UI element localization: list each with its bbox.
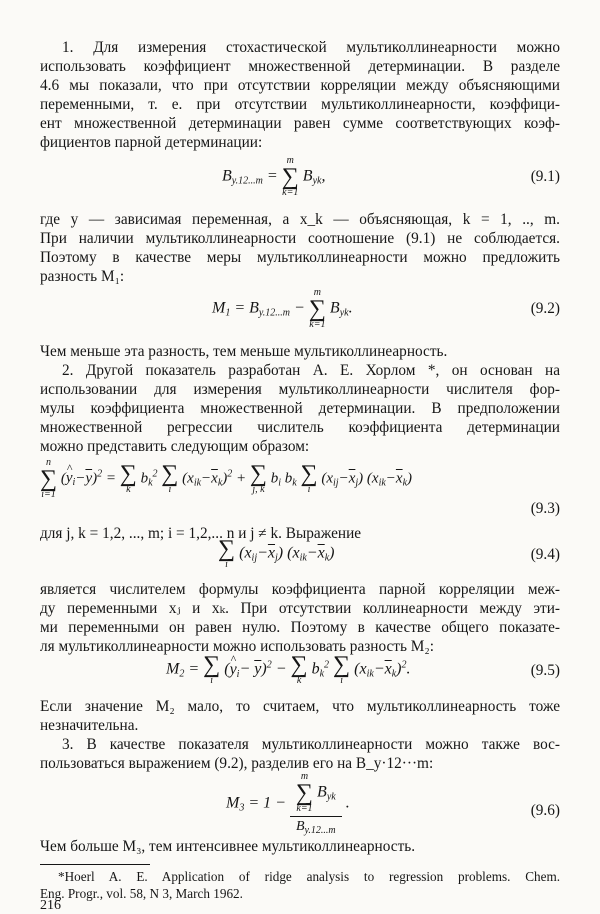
equation-9-1: $B_{y.12...m}$ = m ∑ k=1 $B_{yk}$, — [222, 155, 326, 198]
equation-number: (9.4) — [530, 546, 560, 563]
equation-number: (9.6) — [530, 802, 560, 819]
text-line: ми переменными он равен нулю. Поэтому в качестве общего показате- — [40, 619, 560, 636]
text-line: 3. В качестве показателя мультиколлинеарности можно также вос- — [62, 736, 560, 753]
equation-9-4: ∑ i $(x_{ij}-\overline{x}_j)$ $(x_{ik}-\overline{x}_k)$ — [218, 536, 335, 570]
footnote-rule — [40, 864, 150, 865]
text-line: 1. Для измерения стохастической мультиколлинеарности можно — [62, 39, 560, 56]
text-line: разность M₁: — [40, 268, 125, 285]
text-line: использовании для измерения мультиколлинеарности числителя фор- — [40, 381, 560, 398]
text-line: переменными, т. е. при отсутствии мультиколлинеарности, коэффици- — [40, 96, 560, 113]
text-line: незначительна. — [40, 717, 139, 734]
text-line: 2. Другой показатель разработан А. Е. Хорлом *, он основан на — [62, 362, 560, 379]
equation-9-2: $M_1 = B_{y.12...m}$ − m ∑ k=1 $B_{yk}$. — [212, 287, 353, 330]
text-line: 4.6 мы показали, что при отсутствии корреляции между объясняющими — [40, 77, 560, 94]
text-line: Чем больше M₃, тем интенсивнее мультиколлинеарность. — [40, 838, 416, 855]
text-line: ент множественной детерминации равен сумме соответствующих коэф- — [40, 115, 560, 132]
equation-number: (9.1) — [530, 168, 560, 185]
text-line: Если значение M₂ мало, то считаем, что мультиколлинеарность тоже — [40, 698, 560, 715]
footnote-line: Eng. Progr., vol. 58, N 3, March 1962. — [40, 886, 243, 901]
text-line: где y — зависимая переменная, а x_k — объясняющая, k = 1, .., m. — [40, 211, 560, 228]
text-line: фициентов парной детерминации: — [40, 134, 263, 151]
text-line: Поэтому в качестве меры мультиколлинеарности можно предложить — [40, 249, 560, 266]
text-line: ля мультиколлинеарности можно использовать разность M₂: — [40, 638, 434, 655]
equation-9-3: n ∑ i=1 (^ $y_i-\overline{y})^2$ = ∑ k $b_k^2$ ∑ i $(x_{ik}-\overline{x}_k)^2$ + ∑ j, k $b_i$ $b_k$ ∑ i $(x_{ij}-\overline{x}_j)$ $(x_{ik}-\overline{x}_k)$ — [40, 458, 412, 500]
equation-number: (9.3) — [530, 500, 560, 517]
equation-number: (9.2) — [530, 300, 560, 317]
equation-9-5: $M_2$ = ∑ i (^ $y_i- \overline{y})^2$ − ∑ k $b_k^2$ ∑ i $(x_{ik}-\overline{x}_k)^2$. — [166, 654, 411, 686]
footnote-line: *Hoerl A. E. Application of ridge analysis to regression problems. Chem. — [58, 869, 560, 884]
text-line: является числителем формулы коэффициента парной корреляции меж- — [40, 581, 560, 598]
text-line: можно представить следующим образом: — [40, 438, 310, 455]
text-line: множественной регрессии числитель коэффициента детерминации — [40, 419, 560, 436]
text-line: для j, k = 1,2, ..., m; i = 1,2,... n и j ≠ k. Выражение — [40, 525, 362, 542]
text-line: ду переменными xⱼ и xₖ. При отсутствии коллинеарности между эти- — [40, 600, 560, 617]
text-line: пользоваться выражением (9.2), разделив его на B_y·12···m: — [40, 755, 434, 772]
text-line: использовать коэффициент множественной детерминации. В разделе — [40, 58, 560, 75]
page-number: 216 — [40, 898, 61, 913]
text-line: Чем меньше эта разность, тем меньше мультиколлинеарность. — [40, 343, 448, 360]
equation-9-6: $M_3 = 1$ − m ∑ k=1 $B_{yk}$ $B_{y.12...m}$ . — [226, 771, 350, 836]
text-line: При наличии мультиколлинеарности соотношение (9.1) не соблюдается. — [40, 230, 560, 247]
equation-number: (9.5) — [530, 662, 560, 679]
text-line: мулы коэффициента множественной детерминации. В предположении — [40, 400, 560, 417]
